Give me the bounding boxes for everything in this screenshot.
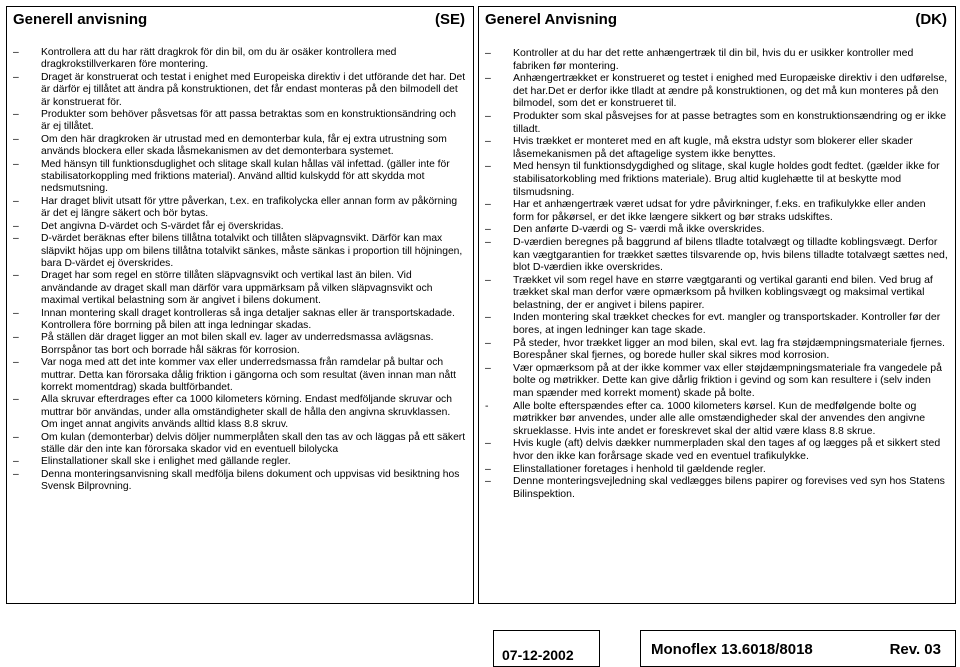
bullet-dash: - [485, 399, 489, 412]
list-item [485, 400, 949, 438]
language-code: (SE) [435, 11, 465, 28]
right-panel-danish [478, 6, 956, 604]
list-item-text: Elinstallationer skall ske i enlighet med gällande regler. [41, 456, 291, 468]
list-item [13, 159, 467, 196]
list-item-text: Var noga med att det inte kommer vax eller underredsmassa från ramdelar på bultar och muttrar. Detta kan förorsaka dålig friktion i gängorna och som resultat (även innan man nått korrekt momentdrag) skada bultförbandet. [41, 357, 456, 393]
list-item [13, 233, 467, 270]
list-item [485, 236, 949, 274]
date-box [493, 630, 600, 667]
bullet-dash: – [13, 456, 19, 468]
list-item-text: Med hensyn til funktionsdygdighed og slitage, skal kugle holdes godt fedtet. (gælder ikke for stabilisatorkobling med friktions materiale). Brug altid kuglehætte til at beskytte mod tilsmudsning. [513, 160, 940, 198]
list-item-text: Med hänsyn till funktionsduglighet och slitage skall kulan hållas väl infettad. (gäller inte för stabilisatorkoppling med friktions material). Använd alltid kulskydd för att skydda mot nedsmutsning. [41, 158, 450, 195]
list-item [13, 109, 467, 134]
list-item-text: Trækket vil som regel have en større vægtgaranti og vertikal garanti end bilen. Ved brug af trækket skal man derfor være opmærksom på hvilken koblingsvægt og maksimal vertikal belastning, der er angivet i bilens papirer. [513, 273, 933, 311]
list-item-text: D-värdet beräknas efter bilens tillåtna totalvikt och tillåten släpvagnsvikt. Därför kan max släpvikt höjas upp om bilens tillåtna totalvikt sänkes, måste sänkas i proportion till höjningen, bara D-värdet ej överskrides. [41, 233, 463, 269]
bullet-dash: – [485, 109, 491, 122]
bullet-dash: – [485, 47, 491, 59]
list-item-text: Innan montering skall draget kontrolleras så inga detaljer saknas eller är transportskadade. Kontrollera före borrning på bilen att inga ledningar skadas. [41, 307, 455, 331]
bullet-dash: – [485, 462, 491, 475]
list-item [485, 110, 949, 135]
list-item [13, 308, 467, 333]
list-item-text: På steder, hvor trækket ligger an mod bilen, skal evt. lag fra støjdæmpningsmateriale fjernes. Borespåner skal fjernes, og borede huller skal sikres mod korrosion. [513, 336, 945, 362]
list-item [485, 437, 949, 462]
list-item [13, 196, 467, 221]
list-item [485, 311, 949, 336]
bullet-dash: – [485, 437, 491, 450]
list-item [13, 221, 467, 233]
bullet-dash: – [13, 158, 19, 170]
panel-header [479, 7, 955, 37]
list-item [485, 160, 949, 198]
model-number: Monoflex 13.6018/8018 [651, 641, 813, 658]
panel-header [7, 7, 473, 37]
bullet-dash: – [13, 47, 19, 58]
list-item [13, 134, 467, 159]
list-item-text: Hvis kugle (aft) delvis dækker nummerpladen skal den tages af og lægges på et sikkert sted hvor den ikke kan forårsage skade ved en eventuel trafikulykke. [513, 437, 941, 462]
language-code: (DK) [915, 11, 947, 28]
bullet-dash: – [13, 270, 19, 282]
list-item [485, 475, 949, 500]
list-item [485, 198, 949, 223]
bullet-dash: – [13, 357, 19, 369]
bullet-dash: – [485, 160, 491, 173]
bullet-dash: – [13, 307, 19, 319]
list-item-text: Alle bolte efterspændes efter ca. 1000 kilometers kørsel. Kun de medfølgende bolte og møtrikker bør anvendes, under alle alle omstændigheder skal der anvendes den angivne skrueklasse. Hvis inte andet er foreskrevet skal der altid være klass 8.8 skrue. [513, 399, 926, 437]
left-panel-swedish [6, 6, 474, 604]
list-item [13, 47, 467, 72]
list-item-text: Den anførte D-værdi og S- værdi må ikke overskrides. [513, 223, 765, 236]
bullet-dash: – [13, 394, 19, 406]
panel-title: Generel Anvisning [485, 11, 617, 28]
bullet-dash: – [13, 133, 19, 145]
list-item-text: D-værdien beregnes på baggrund af bilens tlladte totalvægt og tilladte koblingsvægt. Derfor kan vægtgarantien for trækket sættes tilsvarende op, hvis bilens tilladte totalvægt sættes ned, blot D-værdien ikke overskrides. [513, 235, 948, 274]
bullet-dash: – [485, 135, 491, 148]
list-item [13, 469, 467, 494]
list-item-text: På ställen där draget ligger an mot bilen skall ev. lager av underredsmassa avlägsnas. Borrspånor tas bort och borrade hål säkras för korrosion. [41, 332, 434, 356]
list-item-text: Om kulan (demonterbar) delvis döljer nummerplåten skall den tas av och läggas på ett säkert ställe där den inte kan förorsaka skador vid en eventuell bilolycka [41, 431, 466, 455]
list-item-text: Hvis trækket er monteret med en aft kugle, må ekstra udstyr som blokerer eller skader låsemekanismen på det aftagelige system ikke benyttes. [513, 135, 913, 160]
panel-title: Generell anvisning [13, 11, 148, 28]
list-item-text: Produkter som skal påsvejses for at passe betragtes som en konstruktionsændring og er ikke tilladt. [513, 109, 947, 135]
bullet-dash: – [13, 233, 19, 245]
bullet-dash: – [13, 431, 19, 443]
bullet-dash: – [13, 332, 19, 344]
bullet-dash: – [13, 71, 19, 83]
instruction-list [13, 47, 467, 494]
list-item [485, 362, 949, 400]
bullet-dash: – [485, 311, 491, 324]
instruction-list [485, 47, 949, 500]
list-item [13, 357, 467, 394]
list-item-text: Inden montering skal trækket checkes for evt. mangler og transportskader. Kontroller før der bores, at ingen ledninger kan tage skade. [513, 311, 941, 337]
bullet-dash: – [13, 468, 19, 480]
list-item-text: Kontrollera att du har rätt dragkrok för din bil, om du är osäker kontrollera med dragkrokstillverkaren före montering. [41, 47, 397, 71]
list-item [13, 456, 467, 468]
list-item [485, 463, 949, 476]
bullet-dash: – [485, 198, 491, 211]
bullet-dash: – [13, 220, 19, 232]
bullet-dash: – [13, 109, 19, 121]
list-item [13, 270, 467, 307]
list-item [485, 47, 949, 72]
list-item-text: Kontroller at du har det rette anhængertræk til din bil, hvis du er usikker kontroller med fabriken før montering. [513, 47, 914, 72]
model-revision-box [640, 630, 956, 667]
list-item-text: Produkter som behöver påsvetsas för att passa betraktas som en konstruktionsändring och är ej tillåtet. [41, 109, 456, 133]
list-item-text: Har draget blivit utsatt för yttre påverkan, t.ex. en trafikolycka eller annan form av påkörning är det ej längre säkert och bör bytas. [41, 195, 458, 220]
list-item-text: Har et anhængertræk været udsat for ydre påvirkninger, f.eks. en trafikulykke eller anden form for påkørsel, er det ikke længere sikkert og bør straks udskiftes. [513, 198, 926, 223]
bullet-dash: – [485, 361, 491, 374]
list-item-text: Det angivna D-värdet och S-värdet får ej överskridas. [41, 220, 284, 232]
bullet-dash: – [13, 195, 19, 207]
list-item-text: Denna monteringsanvisning skall medfölja bilens dokument och uppvisas vid besiktning hos Svensk Bilprovning. [41, 468, 460, 493]
list-item [485, 274, 949, 312]
revision-number: Rev. 03 [889, 641, 941, 658]
list-item-text: Denne monteringsvejledning skal vedlægges bilens papirer og forevises ved syn hos Statens Bilinspektion. [513, 475, 945, 500]
list-item [485, 72, 949, 110]
list-item-text: Vær opmærksom på at der ikke kommer vax eller støjdæmpningsmateriale fra vangedele på bolte og møtrikker. Dette kan give dårlig friktion i gevind og som kan resultere i (selv inden man spænder med korrekt moment) skade på bolte. [513, 361, 942, 400]
document-date: 07-12-2002 [502, 647, 574, 663]
list-item [485, 223, 949, 236]
list-item-text: Draget är konstruerat och testat i enighet med Europeiska direktiv i det utförande det har. Det är därför ej tillåtet att ändra på konstruktionen, det får endast monteras på den bilmodell det är konstruerat för. [41, 71, 466, 108]
list-item [485, 135, 949, 160]
list-item-text: Elinstallationer foretages i henhold til gældende regler. [513, 462, 766, 475]
bullet-dash: – [485, 223, 491, 236]
list-item-text: Anhængertrækket er konstrueret og testet i enighed med Europæiske direktiv i den udførelse, det har.Det er derfor ikke tlladt at ændre på konstruktionen, og det må kun monteres på den bilmodel, som det er konstrueret til. [513, 72, 948, 110]
list-item-text: Alla skruvar efterdrages efter ca 1000 kilometers körning. Endast medföljande skruvar och muttrar bör användas, under alla omständigheter skall de hålla den angivna skruvklassen. Om inget annat angivits används alltid klass 8.8 skruv. [41, 394, 452, 431]
list-item [13, 72, 467, 109]
list-item [13, 432, 467, 457]
list-item [485, 337, 949, 362]
bullet-dash: – [485, 235, 491, 248]
list-item [13, 332, 467, 357]
list-item-text: Om den här dragkroken är utrustad med en demonterbar kula, får ej extra utrustning som används blockera eller skada låsmekanismen av det demonterbara systemet. [41, 133, 447, 158]
bullet-dash: – [485, 72, 491, 85]
bullet-dash: – [485, 336, 491, 349]
list-item-text: Draget har som regel en större tillåten släpvagnsvikt och vertikal last än bilen. Vid användande av draget skall man därför vara uppmärksam på vilken släpvagnsvikt och maximal vertikal belastning som är angivet i bilens dokument. [41, 270, 433, 307]
bullet-dash: – [485, 475, 491, 488]
list-item [13, 394, 467, 431]
bullet-dash: – [485, 273, 491, 286]
